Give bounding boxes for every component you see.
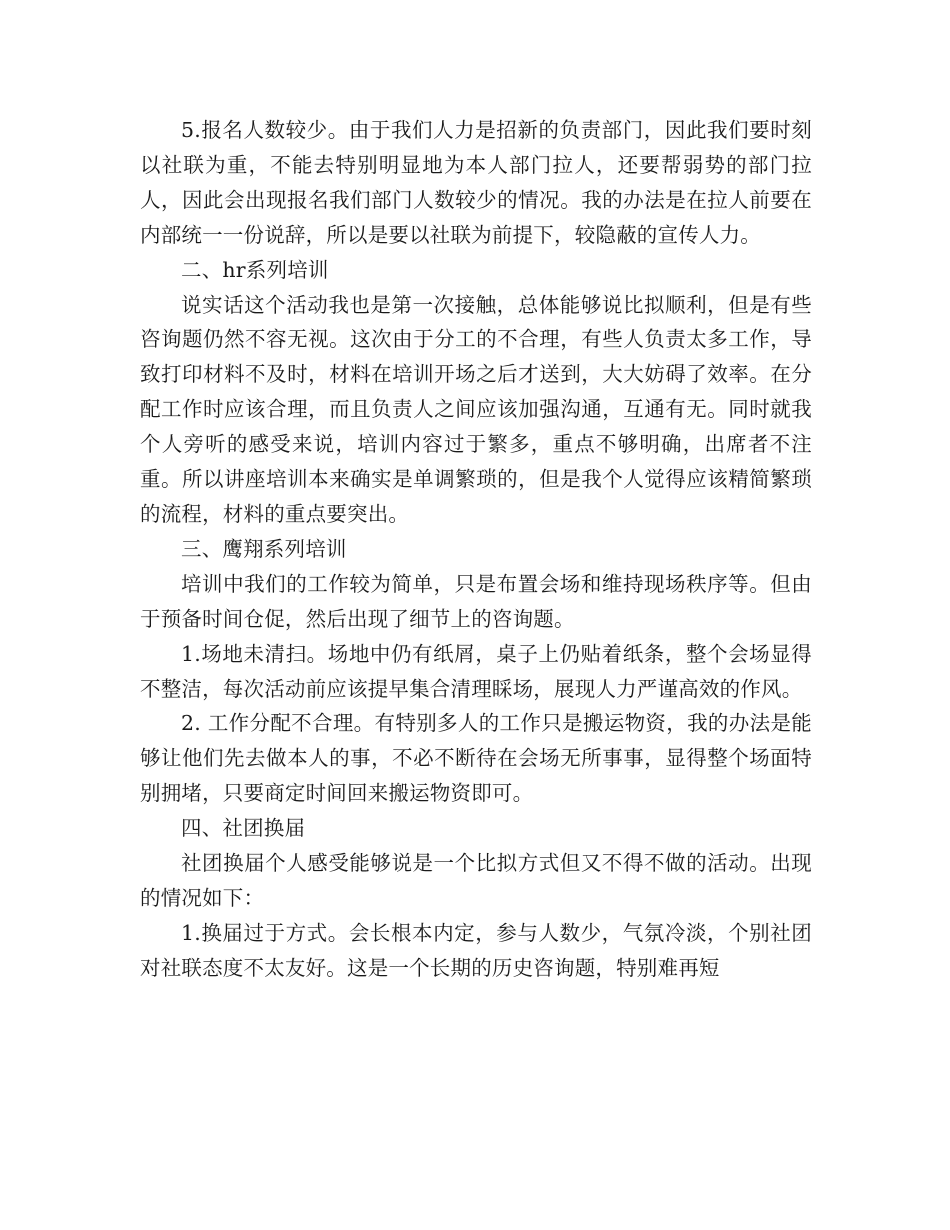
para-election-formality: 1.换届过于方式。会长根本内定，参与人数少，气氛冷淡，个别社团对社联态度不太友好。这是一个长期的历史咨询题，特别难再短 [140, 920, 812, 980]
para-work-allocation: 2. 工作分配不合理。有特别多人的工作只是搬运物资，我的办法是能够让他们先去做本人的事，不必不断待在会场无所事事，显得整个场面特别拥堵，只要商定时间回来搬运物资即可。 [140, 711, 812, 806]
para-yingxiang-intro: 培训中我们的工作较为简单，只是布置会场和维持现场秩序等。但由于预备时间仓促，然后出现了细节上的咨询题。 [140, 571, 812, 631]
para-club-election-intro: 社团换届个人感受能够说是一个比拟方式但又不得不做的活动。出现的情况如下： [140, 851, 812, 910]
para-hr-training: 说实话这个活动我也是第一次接触，总体能够说比拟顺利，但是有些咨询题仍然不容无视。这次由于分工的不合理，有些人负责太多工作，导致打印材料不及时，材料在培训开场之后才送到，大大妨碍了效率。在分配工作时应该合理，而且负责人之间应该加强沟通，互通有无。同时就我个人旁听的感受来说，培训内容过于繁多，重点不够明确，出席者不注重。所以讲座培训本来确实是单调繁琐的，但是我个人觉得应该精简繁琐的流程，材料的重点要突出。 [140, 292, 812, 526]
para-venue-unclean: 1.场地未清扫。场地中仍有纸屑，桌子上仍贴着纸条，整个会场显得不整洁，每次活动前应该提早集合清理睬场，展现人力严谨高效的作风。 [140, 641, 812, 701]
document-page [140, 113, 812, 986]
para-registration-low: 5.报名人数较少。由于我们人力是招新的负责部门，因此我们要时刻以社联为重，不能去特别明显地为本人部门拉人，还要帮弱势的部门拉人，因此会出现报名我们部门人数较少的情况。我的办法是在拉人前要在内部统一一份说辞，所以是要以社联为前提下，较隐蔽的宣传人力。 [140, 118, 812, 247]
heading-yingxiang-training: 三、鹰翔系列培训 [181, 536, 347, 561]
heading-hr-training: 二、hr系列培训 [181, 257, 329, 282]
heading-club-election: 四、社团换届 [181, 816, 306, 841]
